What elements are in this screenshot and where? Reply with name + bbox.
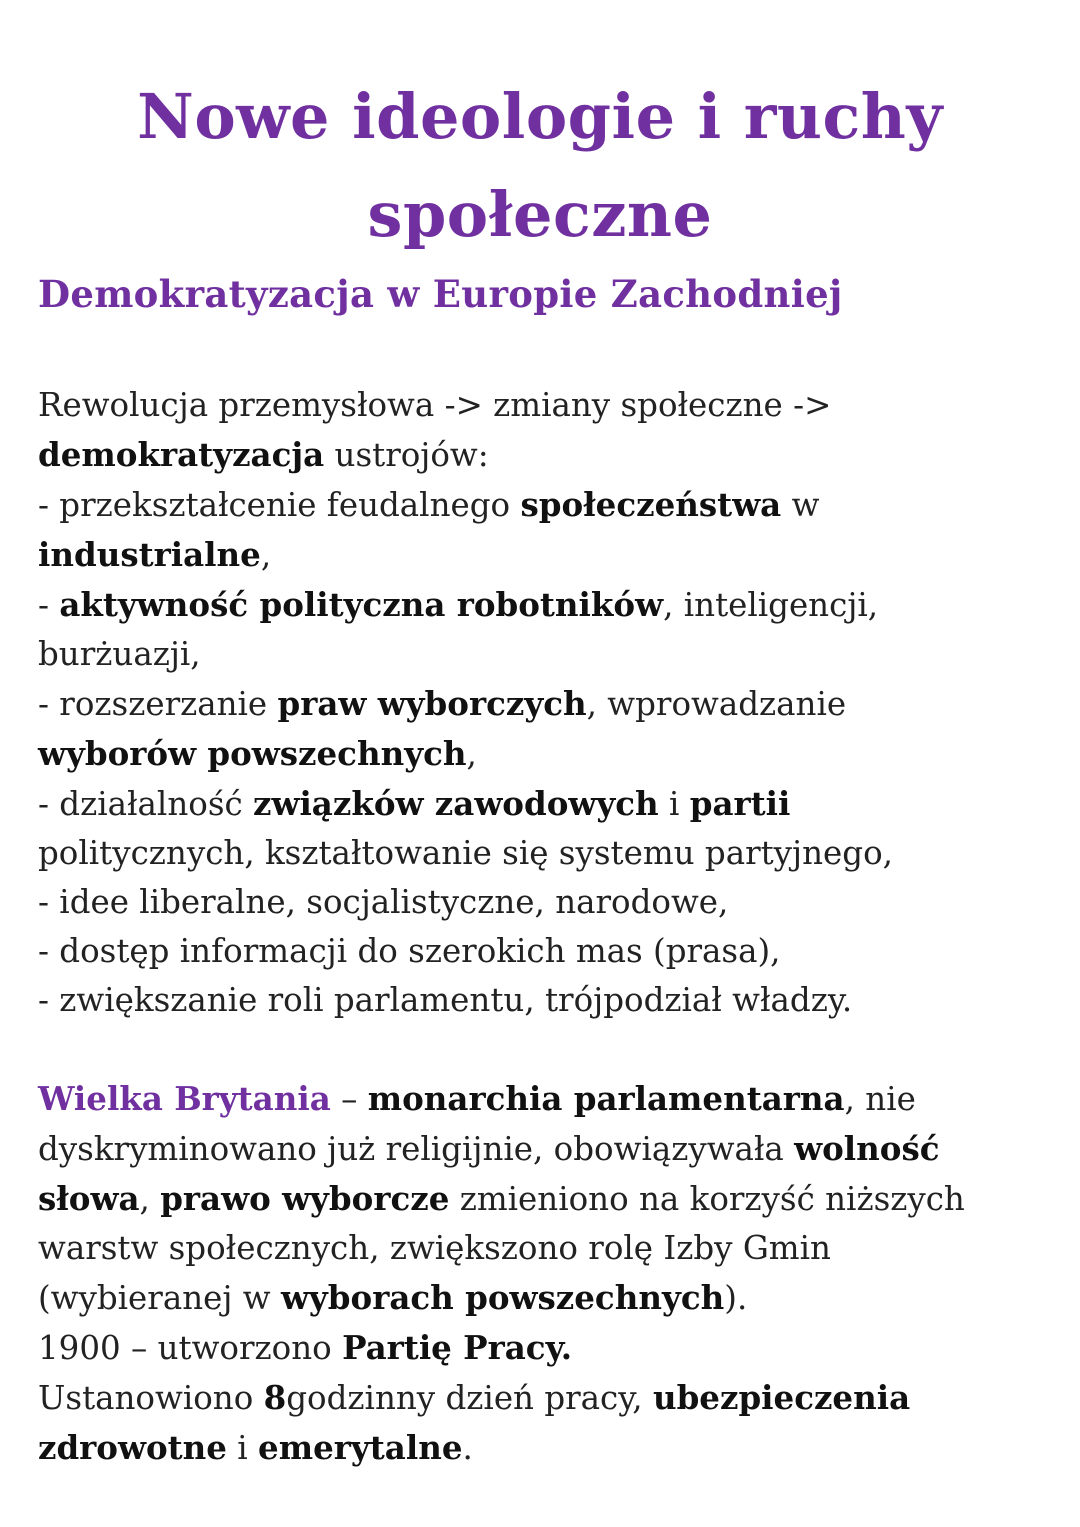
- text-run: 1900 – utworzono: [38, 1329, 343, 1367]
- text-run: godzinny dzień pracy,: [286, 1379, 653, 1417]
- list-item: [38, 779, 1042, 829]
- text-line: [38, 1124, 1042, 1174]
- bold-term: aktywność polityczna robotników: [59, 585, 664, 624]
- text-run: ,: [260, 536, 272, 574]
- text-run: dyskryminowano już religijnie, obowiązywała: [38, 1130, 795, 1168]
- country-heading: Wielka Brytania: [38, 1079, 331, 1118]
- text-run: (wybieranej w: [38, 1279, 281, 1317]
- text-run: i: [226, 1429, 259, 1467]
- text-run: –: [330, 1080, 368, 1118]
- list-item: [38, 927, 1042, 976]
- text-run: , wprowadzanie: [586, 685, 847, 723]
- bold-term: wyborach powszechnych: [280, 1278, 725, 1317]
- bold-term: związków zawodowych: [253, 784, 659, 823]
- text-run: Ustanowiono: [38, 1379, 264, 1417]
- text-run: , inteligencji,: [663, 586, 879, 624]
- list-item: [38, 679, 1042, 729]
- bold-term: ubezpieczenia: [652, 1378, 911, 1417]
- text-line: [38, 1323, 1042, 1373]
- bold-term: demokratyzacja: [38, 435, 325, 474]
- text-line: [38, 1273, 1042, 1323]
- list-item: [38, 878, 1042, 927]
- text-line: [38, 430, 1042, 480]
- bold-term: emerytalne: [258, 1428, 463, 1467]
- list-item: [38, 480, 1042, 530]
- bold-term: 8: [263, 1378, 287, 1417]
- page-title: [38, 0, 1042, 264]
- great-britain-paragraph: [38, 1074, 1042, 1473]
- text-run: burżuazji,: [38, 635, 201, 673]
- bold-term: wyborów powszechnych: [38, 734, 467, 773]
- text-run: .: [462, 1429, 473, 1467]
- text-run: politycznych, kształtowanie się systemu partyjnego,: [38, 834, 893, 872]
- text-line: [38, 1423, 1042, 1473]
- text-line: [38, 1074, 1042, 1124]
- bold-term: partii: [689, 784, 791, 823]
- text-run: , nie: [844, 1080, 916, 1118]
- text-line: [38, 729, 1042, 779]
- text-run: ,: [466, 735, 477, 773]
- text-run: ustrojów:: [324, 436, 489, 474]
- bold-term: praw wyborczych: [277, 684, 587, 723]
- text-run: ).: [724, 1279, 748, 1317]
- bold-term: zdrowotne: [38, 1428, 227, 1467]
- bold-term: wolność: [794, 1129, 940, 1168]
- text-run: zmieniono na korzyść niższych: [449, 1180, 965, 1218]
- text-run: warstw społecznych, zwiększono rolę Izby Gmin: [38, 1229, 831, 1267]
- section-subtitle: Demokratyzacja w Europie Zachodniej: [38, 272, 843, 316]
- bold-term: monarchia parlamentarna: [367, 1079, 845, 1118]
- text-run: - przekształcenie feudalnego: [38, 486, 521, 524]
- title-line-2: społeczne: [367, 178, 713, 251]
- bold-term: Partię Pracy.: [342, 1328, 573, 1367]
- text-run: Rewolucja przemysłowa -> zmiany społeczne ->: [38, 386, 832, 424]
- text-line: [38, 1174, 1042, 1224]
- text-run: w: [781, 486, 820, 524]
- text-run: -: [38, 586, 60, 624]
- text-line: [38, 381, 1042, 430]
- text-run: - zwiększanie roli parlamentu, trójpodział władzy.: [38, 981, 853, 1019]
- text-run: - idee liberalne, socjalistyczne, narodowe,: [38, 883, 729, 921]
- text-run: - rozszerzanie: [38, 685, 278, 723]
- text-run: ,: [139, 1180, 161, 1218]
- text-line: [38, 1373, 1042, 1423]
- list-item: [38, 976, 1042, 1025]
- text-line: [38, 530, 1042, 580]
- bold-term: słowa: [38, 1179, 140, 1218]
- title-line-1: Nowe ideologie i ruchy: [137, 80, 943, 153]
- bold-term: prawo wyborcze: [160, 1179, 450, 1218]
- text-line: [38, 1224, 1042, 1273]
- bold-term: industrialne: [38, 535, 261, 574]
- text-line: [38, 630, 1042, 679]
- democratization-paragraph: [38, 381, 1042, 1025]
- text-run: - dostęp informacji do szerokich mas (prasa),: [38, 932, 781, 970]
- bold-term: społeczeństwa: [520, 485, 782, 524]
- list-item: [38, 580, 1042, 630]
- text-line: [38, 829, 1042, 878]
- text-run: - działalność: [38, 785, 254, 823]
- text-run: i: [658, 785, 690, 823]
